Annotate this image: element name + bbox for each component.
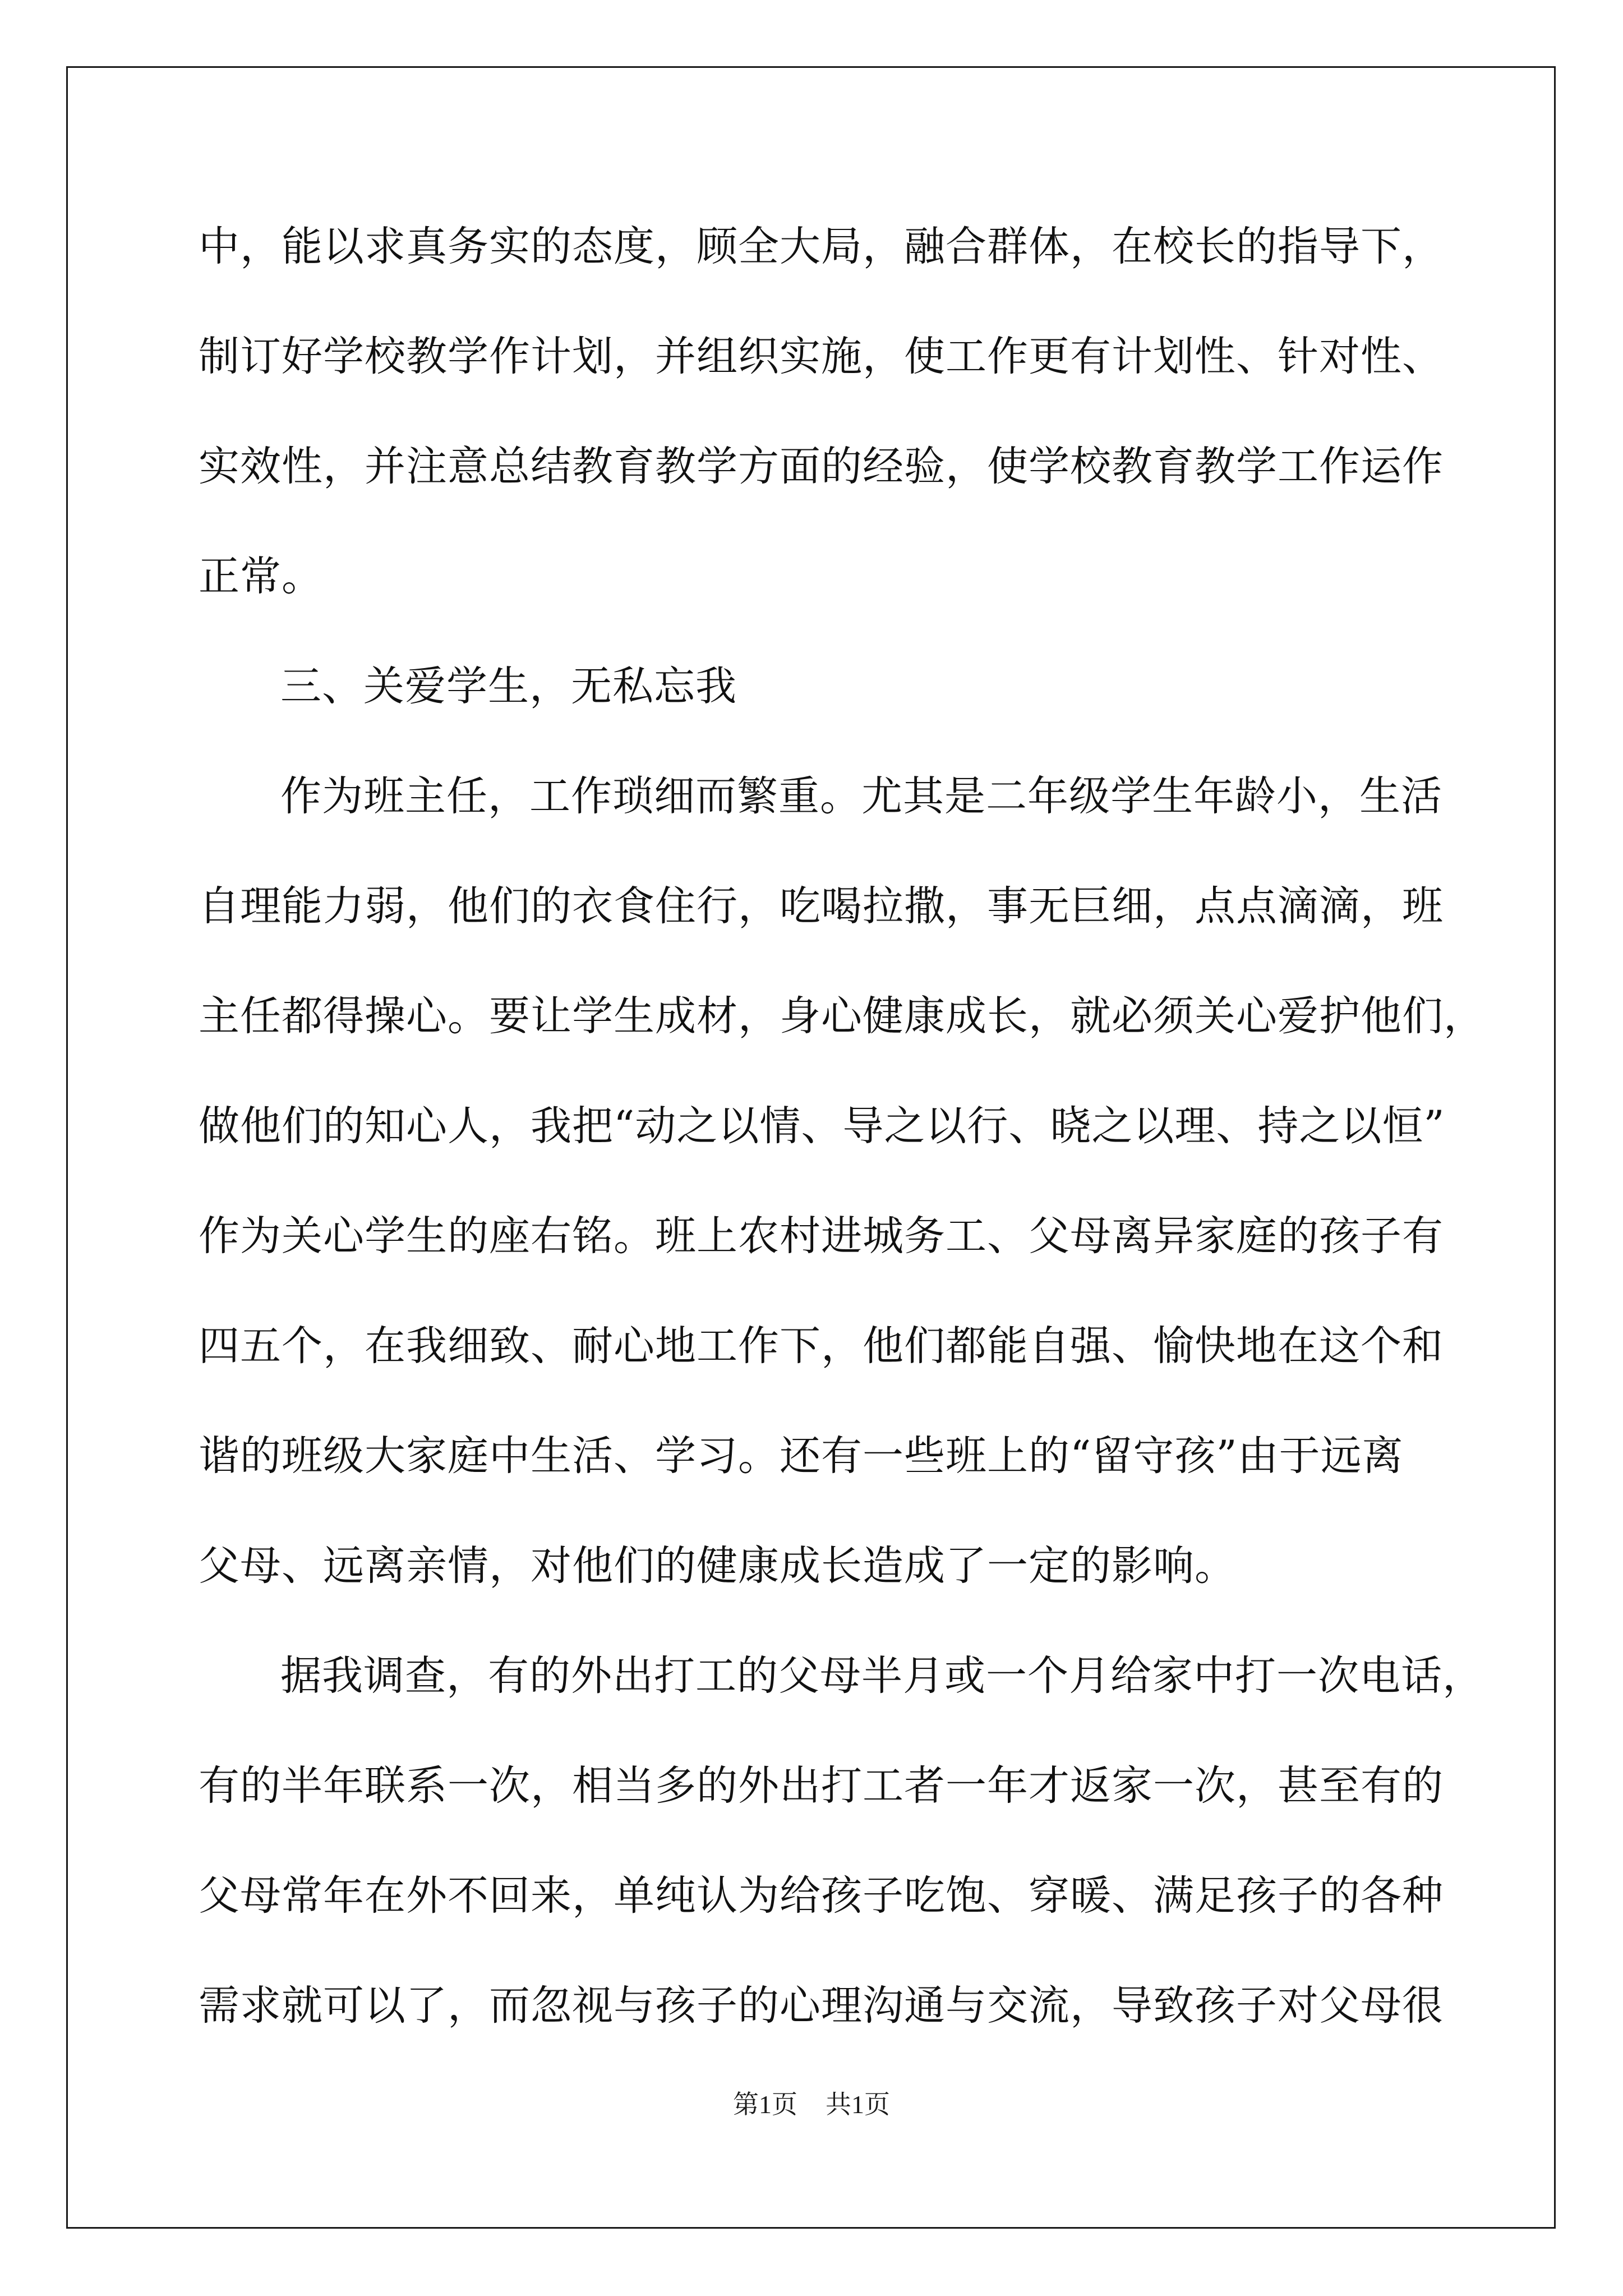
text-line: 自理能力弱，他们的衣食住行，吃喝拉撒，事无巨细，点点滴滴，班: [199, 882, 1444, 930]
text-line: 据我调查，有的外出打工的父母半月或一个月给家中打一次电话，: [280, 1652, 1484, 1700]
text-line: 实效性，并注意总结教育教学方面的经验，使学校教育教学工作运作: [199, 443, 1444, 490]
text-line: 做他们的知心人，我把“动之以情、导之以行、晓之以理、持之以恒”: [199, 1102, 1445, 1150]
text-line: 作为班主任，工作琐细而繁重。尤其是二年级学生年龄小，生活: [280, 772, 1442, 820]
text-line: 正常。: [199, 553, 323, 600]
text-line: 主任都得操心。要让学生成材，身心健康成长，就必须关心爱护他们，: [199, 992, 1485, 1040]
section-heading: 三、关爱学生，无私忘我: [280, 662, 737, 710]
text-line: 有的半年联系一次，相当多的外出打工者一年才返家一次，甚至有的: [199, 1762, 1444, 1810]
text-line: 父母、远离亲情，对他们的健康成长造成了一定的影响。: [199, 1542, 1236, 1590]
text-line: 中，能以求真务实的态度，顾全大局，融合群体，在校长的指导下，: [199, 223, 1444, 270]
text-line: 四五个，在我细致、耐心地工作下，他们都能自强、愉快地在这个和: [199, 1322, 1444, 1370]
page-total: 共1页: [826, 2090, 890, 2119]
text-line: 需求就可以了，而忽视与孩子的心理沟通与交流，导致孩子对父母很: [199, 1982, 1444, 2030]
text-line: 制订好学校教学作计划，并组织实施，使工作更有计划性、针对性、: [199, 333, 1444, 380]
page-footer: [0, 2088, 1623, 2122]
text-line: 谐的班级大家庭中生活、学习。还有一些班上的“留守孩”由于远离: [199, 1432, 1404, 1480]
page-number: 第1页: [733, 2090, 797, 2119]
text-line: 父母常年在外不回来，单纯认为给孩子吃饱、穿暖、满足孩子的各种: [199, 1872, 1444, 1920]
text-line: 作为关心学生的座右铭。班上农村进城务工、父母离异家庭的孩子有: [199, 1212, 1444, 1260]
